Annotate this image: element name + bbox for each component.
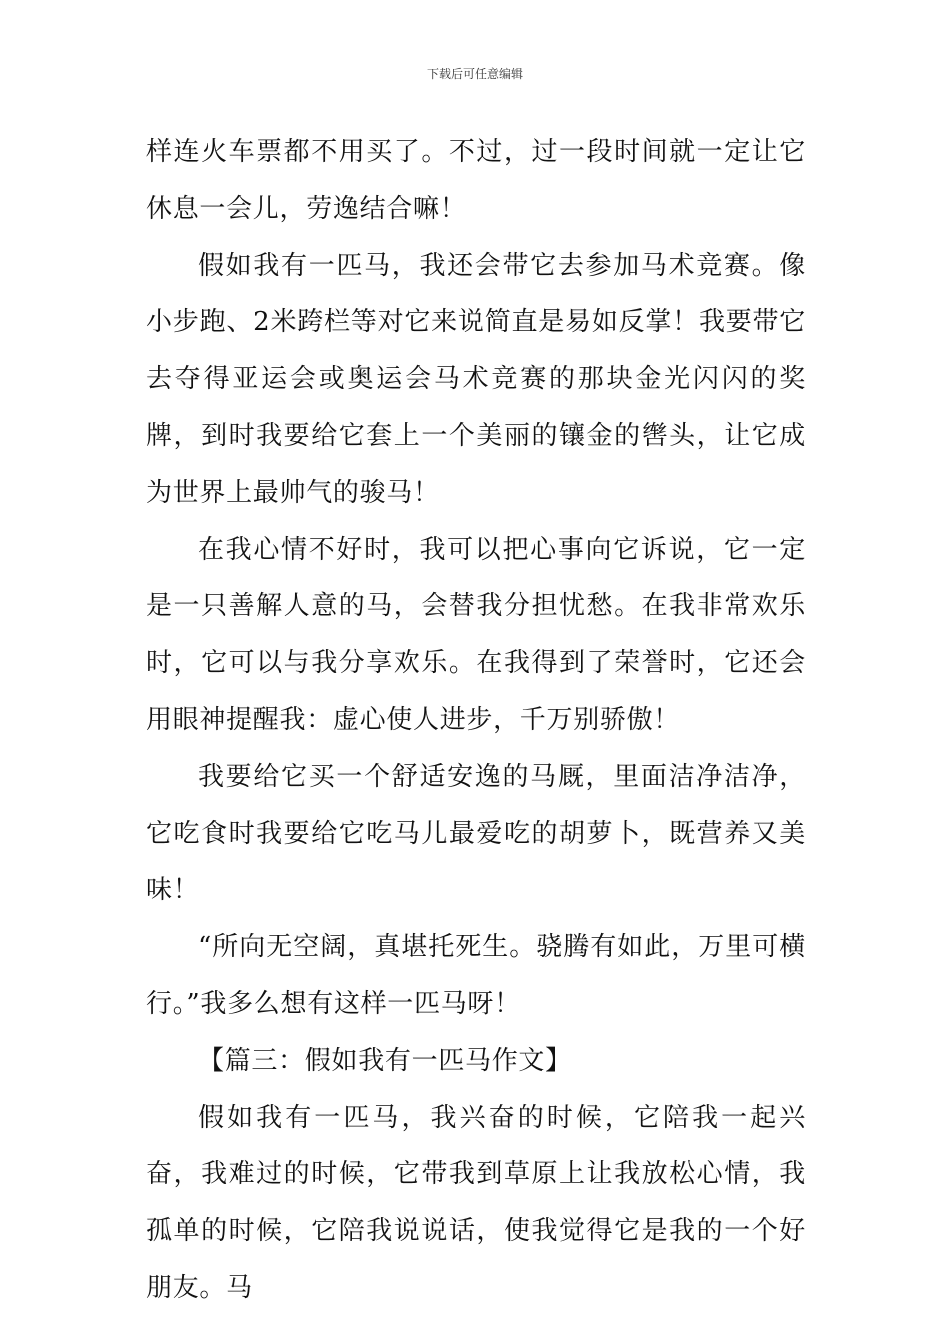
paragraph: 在我心情不好时，我可以把心事向它诉说，它一定是一只善解人意的马，会替我分担忧愁。在我非常欢乐时，它可以与我分享欢乐。在我得到了荣誉时，它还会用眼神提醒我：虚心使人进步，千万别骄傲！ (146, 534, 806, 735)
document-body (146, 124, 806, 1317)
paragraph: 样连火车票都不用买了。不过，过一段时间就一定让它休息一会儿，劳逸结合嘛！ (146, 137, 806, 224)
paragraph: “所向无空阔，真堪托死生。骁腾有如此，万里可横行。”我多么想有这样一匹马呀！ (146, 932, 806, 1019)
page-header: 下载后可任意编辑 (426, 67, 523, 81)
paragraph: 假如我有一匹马，我兴奋的时候，它陪我一起兴奋，我难过的时候，它带我到草原上让我放松心情，我孤单的时候，它陪我说说话，使我觉得它是我的一个好朋友。马 (146, 1102, 806, 1303)
paragraph: 我要给它买一个舒适安逸的马厩，里面洁净洁净，它吃食时我要给它吃马儿最爱吃的胡萝卜，既营养又美味！ (146, 761, 806, 906)
paragraph: 假如我有一匹马，我还会带它去参加马术竞赛。像小步跑、2米跨栏等对它来说简直是易如反掌！我要带它去夺得亚运会或奥运会马术竞赛的那块金光闪闪的奖牌，到时我要给它套上一个美丽的镶金的辔头，让它成为世界上最帅气的骏马！ (146, 250, 806, 508)
section-heading: 【篇三：假如我有一匹马作文】 (198, 1045, 572, 1076)
